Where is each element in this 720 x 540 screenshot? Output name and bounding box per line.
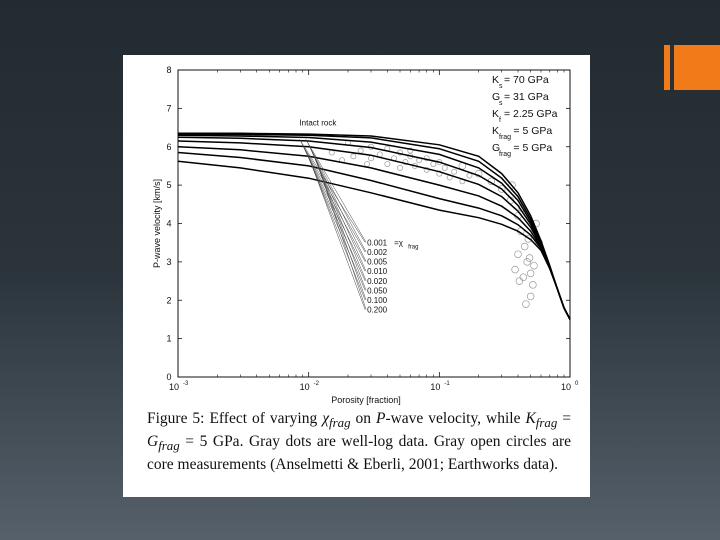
label-leader-line [316,160,366,309]
x-tick-exponent: -3 [183,381,189,387]
series-label: 0.100 [367,295,388,305]
chi-frag-sub: frag [408,244,419,251]
well-log-dot [431,161,436,166]
y-axis-label: P-wave velocity [km/s] [152,178,162,269]
caption-part2: on [350,410,376,427]
series-label: 0.002 [367,247,388,257]
x-tick-label: 10 [299,382,310,392]
well-log-dot [351,154,356,159]
well-log-dot [358,148,363,153]
y-tick-label: 7 [166,103,172,114]
well-log-dot [452,169,457,174]
accent-bar-right [674,45,720,90]
label-leader-line [307,154,365,290]
param-value: = 31 GPa [504,91,549,103]
core-circle [520,274,527,281]
well-log-dot [442,165,447,170]
x-tick-exponent: -2 [313,381,320,387]
param-value: = 5 GPa [513,125,553,137]
label-leader-line [301,142,365,252]
caption-eq: = [557,410,572,427]
core-circle [523,301,530,308]
velocity-porosity-chart [123,55,590,410]
x-axis-label: Porosity [fraction] [331,395,401,405]
well-log-dot [397,165,402,170]
caption-part3: -wave velocity, while [385,410,521,427]
y-tick-label: 6 [166,141,172,152]
param-subscript: frag [499,151,512,158]
caption-part4: = 5 GPa. Gray dots are well-log data. Gray open circles are core measurements (Anselmetti & Eberli, 2001; Earthworks data). [147,433,571,474]
x-tick-label: 10 [168,382,180,392]
core-circle [521,243,528,250]
label-leader-line [307,142,366,252]
label-leader-line [305,151,365,281]
param-symbol: K [492,125,500,137]
caption-chi: χ [322,410,330,427]
figure-caption [147,409,571,474]
param-symbol: G [492,142,501,154]
caption-g: G [147,433,159,451]
caption-chi-sub: frag [329,415,351,431]
core-circle [531,262,538,269]
y-tick-label: 5 [166,180,172,191]
caption-g-sub: frag [158,438,180,454]
core-circle [512,266,519,273]
series-label: 0.050 [367,286,388,296]
well-log-dot [368,156,373,161]
series-label: 0.020 [367,276,388,286]
caption-k: K [525,410,536,427]
core-circle [527,270,534,277]
param-subscript: s [499,100,503,107]
y-tick-label: 2 [166,295,172,306]
y-tick-label: 4 [166,218,172,229]
y-tick-label: 0 [166,372,172,382]
caption-p: P [375,410,386,427]
core-circle [527,293,534,300]
param-value: = 5 GPa [513,142,553,154]
param-symbol: K [492,74,500,86]
param-subscript: f [499,117,501,124]
well-log-dot [385,161,390,166]
label-leader-line [304,148,365,271]
series-label: 0.200 [367,305,388,315]
core-circle [516,278,523,285]
y-tick-label: 1 [166,333,172,344]
caption-part1: Figure 5: Effect of varying [147,410,323,427]
x-tick-exponent: -1 [444,381,450,387]
intact-rock-label: Intact rock [299,118,337,128]
core-circle [524,258,531,265]
figure-card [123,55,590,497]
well-log-dot [364,161,369,166]
y-tick-label: 3 [166,256,172,267]
param-value: = 70 GPa [504,74,549,86]
caption-k-sub: frag [535,415,558,431]
label-leader-line [309,145,366,261]
param-subscript: frag [499,134,512,141]
chi-frag-label: =χ [394,238,403,248]
param-value: = 2.25 GPa [504,108,558,120]
x-tick-label: 10 [560,382,572,392]
x-tick-exponent: 0 [575,381,579,387]
param-symbol: K [492,108,500,120]
series-label: 0.010 [367,267,388,277]
core-circle [529,282,536,289]
x-tick-label: 10 [430,382,441,392]
param-subscript: s [499,83,503,90]
y-tick-label: 8 [166,65,172,75]
series-label: 0.005 [367,257,388,267]
core-circle [515,251,522,258]
param-symbol: G [492,91,501,103]
core-circle [526,255,533,262]
series-label: 0.001 [367,238,388,248]
